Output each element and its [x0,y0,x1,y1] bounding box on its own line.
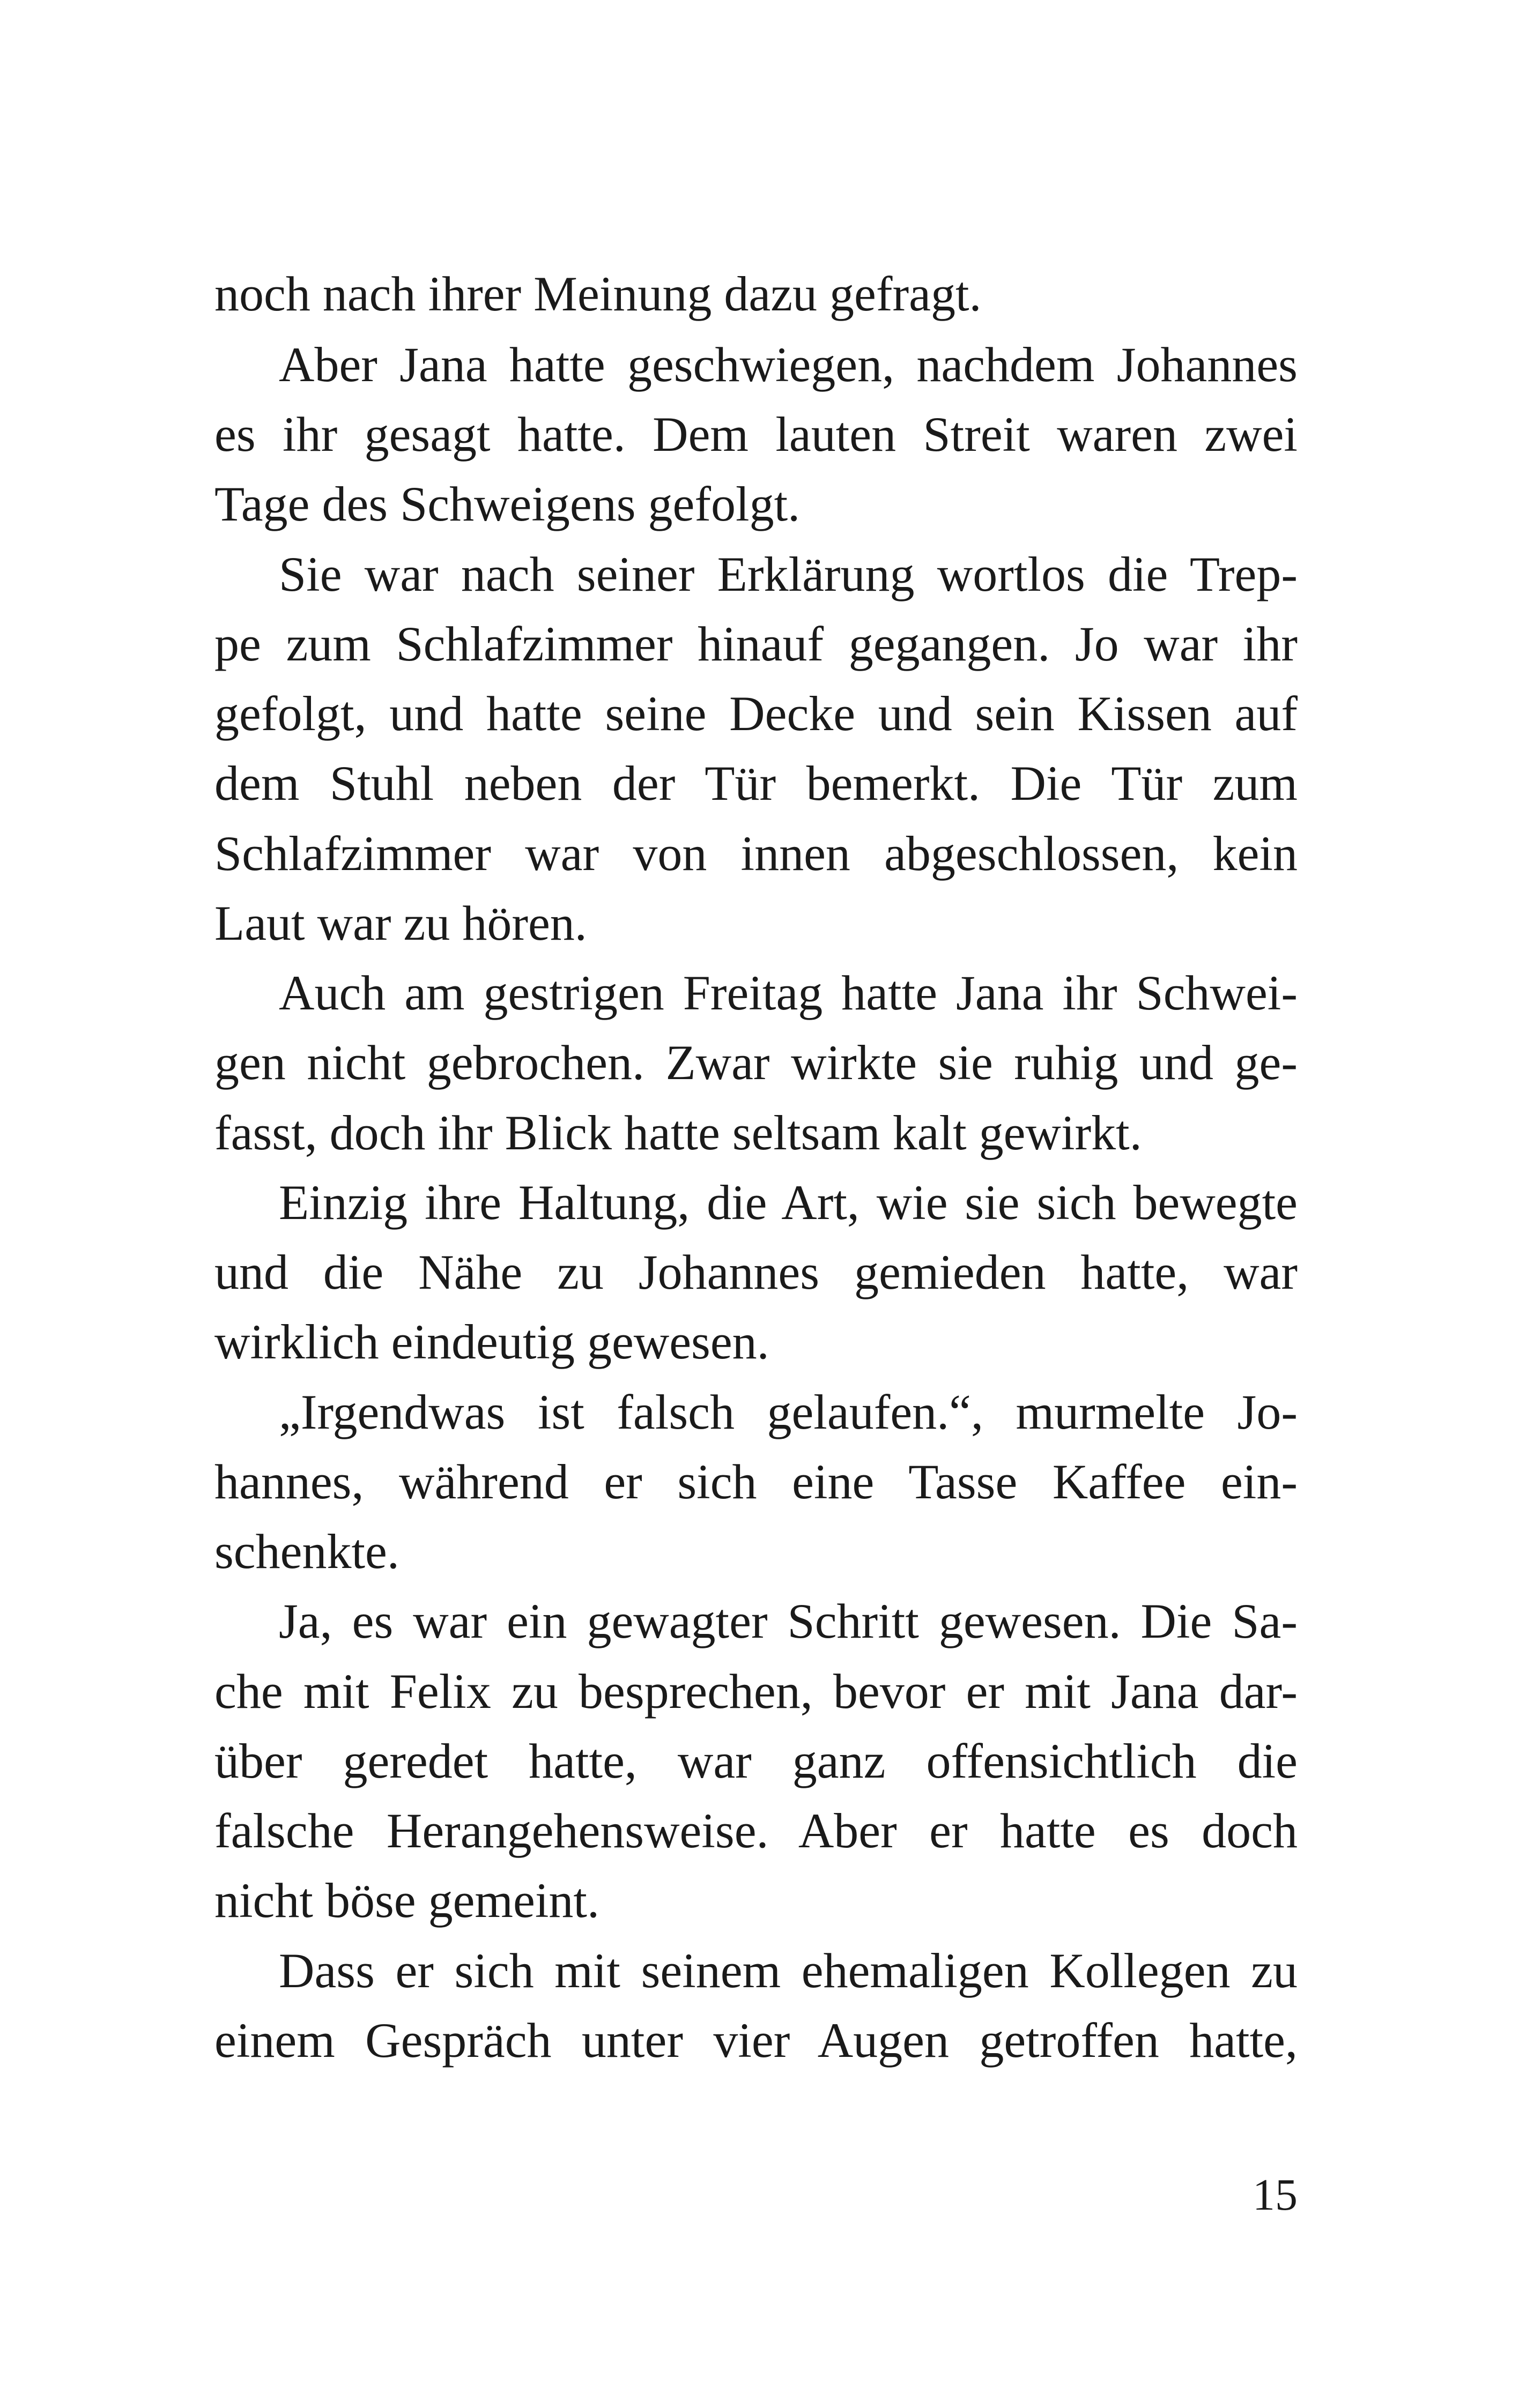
text-line: Ja, es war ein gewagter Schritt gewesen. Die Sa- [279,1594,1298,1648]
text-line: fasst, doch ihr Blick hatte seltsam kalt gewirkt. [214,1105,1142,1160]
text-line: dem Stuhl neben der Tür bemerkt. Die Tür zum [214,756,1298,811]
page-number: 15 [1253,2170,1298,2220]
text-line: es ihr gesagt hatte. Dem lauten Streit waren zwei [214,407,1298,462]
text-line: falsche Herangehensweise. Aber er hatte es doch [214,1803,1298,1858]
text-line: Schlafzimmer war von innen abgeschlossen, kein [214,826,1298,881]
text-line: gefolgt, und hatte seine Decke und sein Kissen auf [214,686,1298,741]
text-line: einem Gespräch unter vier Augen getroffen hatte, [214,2013,1298,2068]
text-line: und die Nähe zu Johannes gemieden hatte, war [214,1245,1298,1299]
text-line: wirklich eindeutig gewesen. [214,1314,769,1369]
text-line: noch nach ihrer Meinung dazu gefragt. [214,266,982,321]
text-line: Auch am gestrigen Freitag hatte Jana ihr Schwei- [279,965,1298,1020]
text-line: Dass er sich mit seinem ehemaligen Kollegen zu [279,1943,1298,1998]
text-line: schenkte. [214,1524,399,1579]
text-line: Sie war nach seiner Erklärung wortlos die Trep- [279,547,1298,601]
text-line: Laut war zu hören. [214,896,587,950]
text-line: che mit Felix zu besprechen, bevor er mit Jana dar- [214,1664,1298,1719]
text-line: Aber Jana hatte geschwiegen, nachdem Johannes [279,337,1298,392]
text-line: Einzig ihre Haltung, die Art, wie sie sich bewegte [279,1175,1298,1230]
text-line: Tage des Schweigens gefolgt. [214,477,801,531]
text-line: pe zum Schlafzimmer hinauf gegangen. Jo war ihr [214,616,1298,671]
text-line: gen nicht gebrochen. Zwar wirkte sie ruhig und ge- [214,1035,1298,1090]
text-line: über geredet hatte, war ganz offensichtlich die [214,1734,1298,1788]
text-line: hannes, während er sich eine Tasse Kaffee ein- [214,1454,1298,1509]
text-line: „Irgendwas ist falsch gelaufen.“, murmelte Jo- [279,1385,1298,1439]
text-line: nicht böse gemeint. [214,1873,599,1928]
